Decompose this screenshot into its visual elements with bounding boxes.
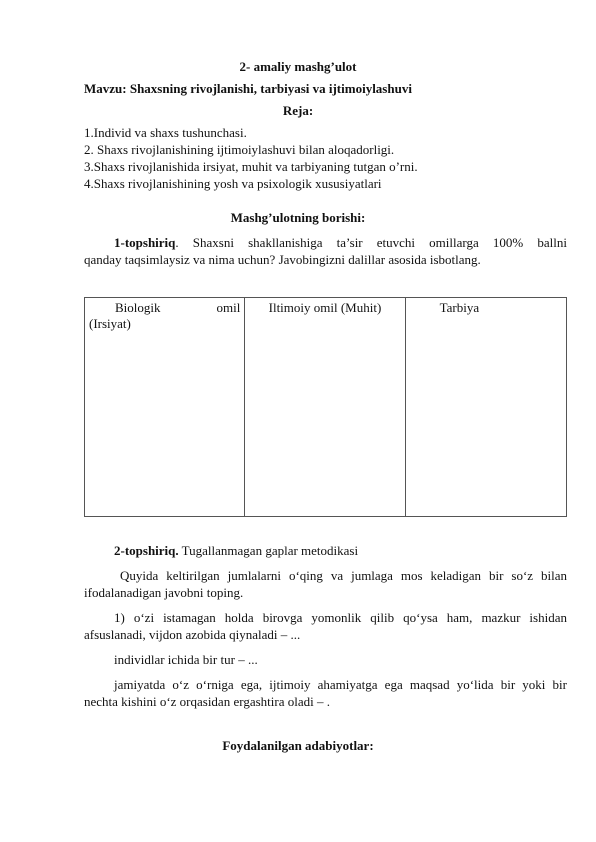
task2-label: 2-topshiriq. <box>114 543 179 558</box>
references-heading: Foydalanilgan adabiyotlar: <box>222 738 374 753</box>
progress-heading: Mashg’ulotning borishi: <box>230 210 366 225</box>
plan-item: 3.Shaxs rivojlanishida irsiyat, muhit va tarbiyaning tutgan o’rni. <box>84 159 418 174</box>
task2-item-line: jamiyatda o‘z o‘rniga ega, ijtimoiy ahamiyatga ega maqsad yo‘lida bir yoki bir <box>114 677 567 692</box>
table-header-heredity: (Irsiyat) <box>89 316 131 331</box>
task2-item-line: individlar ichida bir tur – ... <box>114 652 258 667</box>
task2-instruction-line: ifodalanadigan javobni toping. <box>84 585 244 600</box>
task1-text: . Shaxsni shakllanishiga ta’sir etuvchi omillarga 100% ballni <box>175 235 567 250</box>
task2-item-line: afsuslanadi, vijdon azobida qiynaladi – ... <box>84 627 301 642</box>
table-header-biological: Biologik omil <box>115 300 241 315</box>
page-title: 2- amaliy mashg’ulot <box>239 59 357 74</box>
topic-line: Mavzu: Shaxsning rivojlanishi, tarbiyasi va ijtimoiylashuvi <box>84 81 412 96</box>
table-cell-social[interactable] <box>245 298 405 517</box>
table-cell-upbringing[interactable] <box>405 298 566 517</box>
plan-heading: Reja: <box>282 103 314 118</box>
table-cell-biological[interactable] <box>85 298 245 517</box>
task2-item-line: 1) o‘zi istamagan holda birovga yomonlik qilib qo‘ysa ham, mazkur ishidan <box>114 610 567 625</box>
plan-item: 2. Shaxs rivojlanishining ijtimoiylashuvi bilan aloqadorligi. <box>84 142 395 157</box>
task1-paragraph-line <box>114 235 567 251</box>
table-header-upbringing: Tarbiya <box>439 300 480 315</box>
factors-table <box>84 297 567 517</box>
task2-item-line: nechta kishini o‘z orqasidan ergashtira oladi – . <box>84 694 330 709</box>
task2-heading <box>114 543 358 559</box>
task1-label: 1-topshiriq <box>114 235 176 250</box>
plan-item: 1.Individ va shaxs tushunchasi. <box>84 125 247 140</box>
plan-item: 4.Shaxs rivojlanishining yosh va psixologik xususiyatlari <box>84 176 382 191</box>
task2-instruction-line: Quyida keltirilgan jumlalarni o‘qing va jumlaga mos keladigan bir so‘z bilan <box>120 568 567 583</box>
task1-paragraph-line: qanday taqsimlaysiz va nima uchun? Javobingizni dalillar asosida isbotlang. <box>84 252 481 267</box>
task2-title: Tugallanmagan gaplar metodikasi <box>178 543 359 558</box>
table-header-social: Iltimoiy omil (Muhit) <box>268 300 382 315</box>
